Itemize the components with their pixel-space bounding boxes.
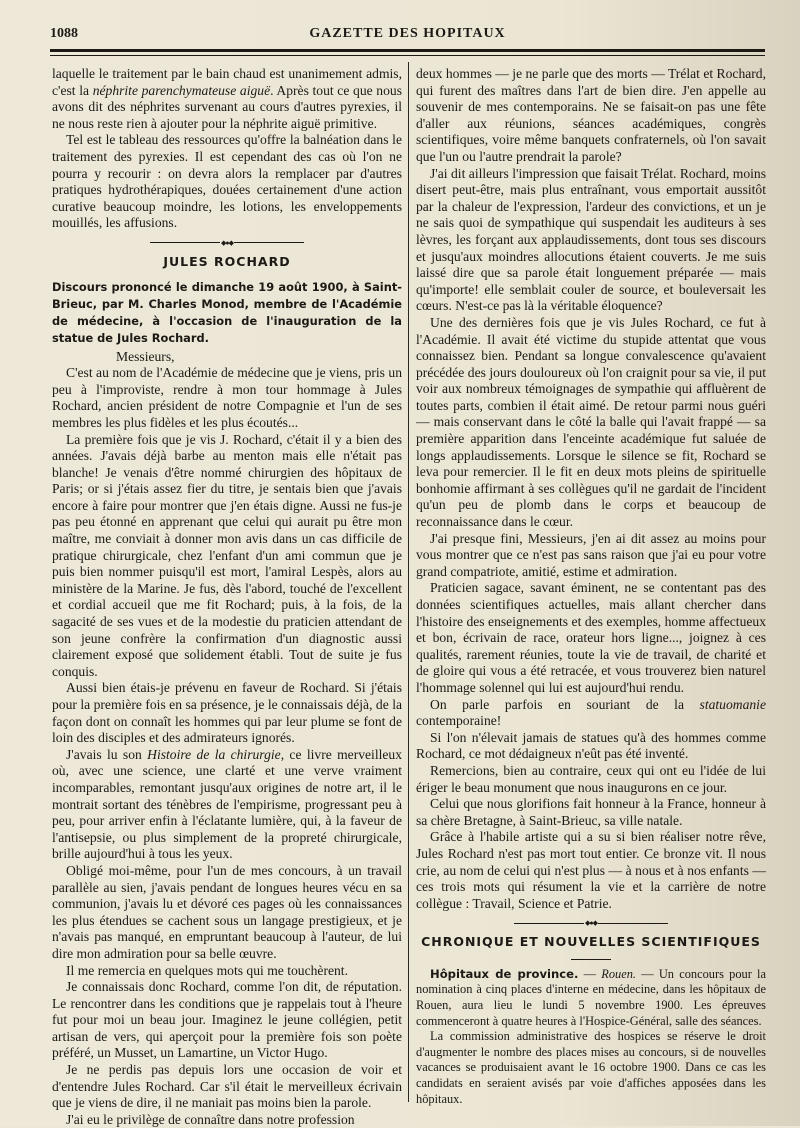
news-item: La commission administrative des hospices se réserve le droit d'augmenter le nombre des places mises au concours, si de nouvelles vacances se produisaient avant le 16 octobre 1900. Dans ce cas les candidats en seraient avisés par voie d'affiches apposées dans les hôpitaux. — [416, 1029, 766, 1106]
paragraph: Obligé moi-même, pour l'un de mes concours, à un travail parallèle au sien, j'avais pendant de longues heures vécu en sa communion, j'avais lu et dévoré ces pages où les connaissances les plus étendues se cachent sous un langage prestigieux, et je n'avais pas manqué, en empruntant beaucoup à l'auteur, de lui dire mon admiration pour sa belle œuvre. — [52, 862, 402, 961]
paragraph: Praticien sagace, savant éminent, ne se contentant pas des données scientifiques actuelles, mais allant chercher dans l'histoire des enseignements et des exemples, homme affectueux et bon, écrivain de race, orateur hors ligne..., joignez à ces qualités, rarement réunies, toute la vie de travail, de charité et de gloire qui vous a été retracée, et vous trouverez bien naturel l'hommage solennel qui lui est aujourd'hui rendu. — [416, 580, 766, 695]
paragraph: Une des dernières fois que je vis Jules Rochard, ce fut à l'Académie. Il avait été victime du stupide attentat que vous connaissez bien. Pendant sa longue convalescence qu'avaient précédée des jours douloureux où l'on craignit pour sa vie, il put voir aux nombreux témoignages de sympathie qui affluèrent de toutes parts, combien il était aimé. De retour parmi nous guéri — mais conservant dans le côté la balle qui l'avait frappé — sa première apparition dans l'enceinte académique fut saluée de longs applaudissements. Lorsque le silence se fit, Rochard se leva pour remercier. Il le fit en deux mots pleins de spirituelle bonhomie affirmant à ses collègues qu'il ne gardait de l'incident qu'un peu de plomb dans le corps et beaucoup de reconnaissance dans le cœur. — [416, 314, 766, 530]
paragraph: Je connaissais donc Rochard, comme l'on dit, de réputation. Le rencontrer dans les conditions que je rappelais tout à l'heure fut pour moi un beau jour. Imaginez le jeune collégien, petit artisan de vers, qui aperçoit pour la première fois son poète préféré, un Musset, un Lamartine, un Victor Hugo. — [52, 979, 402, 1061]
column-divider — [408, 62, 409, 1102]
section-title: JULES ROCHARD — [163, 253, 291, 269]
paragraph: Tel est le tableau des ressources qu'offre la balnéation dans le traitement des pyrexies. Il est cependant des cas où l'on ne pourra y recourir : on devra alors la remplacer par d'autres pratiques hydrothérapiques, douées certainement d'une action curative beaucoup moindre, les lotions, les enveloppements mouillés, les affusions. — [52, 132, 402, 231]
paragraph: C'est au nom de l'Académie de médecine que je viens, pris un peu à l'improviste, rendre à mon tour hommage à Jules Rochard, ancien président de notre Compagnie et l'un de ses membres les plus fidèles et les plus écoutés... — [52, 365, 402, 430]
paragraph: laquelle le traitement par le bain chaud est unanimement admis, c'est la néphrite parenchymateuse aiguë. Après tout ce que nous avons dit des néphrites survenant au cours d'autres pyrexies, il ne nous reste rien à ajouter pour la néphrite aiguë primitive. — [52, 66, 402, 131]
paragraph: J'avais lu son Histoire de la chirurgie, ce livre merveilleux où, avec une science, une clarté et une verve vraiment incomparables, remontant jusqu'aux origines de notre art, il le montrait sortant des ténèbres de l'empirisme, progressant peu à peu, pour arriver enfin à l'éclatante lumière, qui, à la faveur de l'antisepsie, ou plus simplement de la propreté chirurgicale, brille aujourd'hui à tous les yeux. — [52, 746, 403, 862]
right-column — [416, 66, 766, 1107]
news-item: Hôpitaux de province. — Rouen. — Un concours pour la nomination à cinq places d'interne en médecine, dans les hôpitaux de Rouen, aura lieu le lundi 5 novembre 1900. Les épreuves commenceront à quatre heures à l'Hospice-Général, salle des séances. — [416, 966, 767, 1028]
paragraph: On parle parfois en souriant de la statuomanie contemporaine! — [416, 696, 766, 729]
page-header — [50, 26, 765, 46]
paragraph: Il me remercia en quelques mots qui me touchèrent. — [66, 962, 348, 978]
paragraph: J'ai dit ailleurs l'impression que faisait Trélat. Rochard, moins disert peut-être, mais plus entraînant, vous emportait aussitôt par la chaleur de l'expression, l'ardeur des convictions, et un je ne sais quoi de sympathique qui suspendait les auditeurs à ses lèvres, les forçant aux applaudissements, dont tous ses discours et jusqu'aux moindres allocutions étaient couverts. Je me suis laissé dire que sa parole était longuement préparée — mais qu'importe! elle semblait couler de source, et bouleversait les cœurs. N'est-ce pas là la véritable éloquence? — [416, 165, 766, 314]
paragraph: deux hommes — je ne parle que des morts — Trélat et Rochard, qui furent des maîtres dans l'art de bien dire. J'en appelle au souvenir de mes contemporains. Ne se faisait-on pas une fête d'aller aux réunions, séances académiques, congrès scientifiques, voire même banquets confraternels, où l'on savait que l'un ou l'autre prendrait la parole? — [416, 66, 766, 164]
paragraph: Celui que nous glorifions fait honneur à la France, honneur à sa chère Bretagne, à Saint-Brieuc, sa ville natale. — [416, 796, 766, 828]
paragraph: J'ai presque fini, Messieurs, j'en ai dit assez au moins pour vous montrer que ce n'est pas sans raison que j'ai eu pour votre grand compatriote, amitié, estime et admiration. — [416, 530, 766, 579]
speech-intro: Discours prononcé le dimanche 19 août 1900, à Saint-Brieuc, par M. Charles Monod, membre de l'Académie de médecine, à l'occasion de l'inauguration de la statue de Jules Rochard. — [52, 279, 402, 345]
paragraph: Remercions, bien au contraire, ceux qui ont eu l'idée de lui ériger le beau monument que nous inaugurons en ce jour. — [416, 762, 766, 795]
paragraph: Aussi bien étais-je prévenu en faveur de Rochard. Si j'étais pour la première fois en sa présence, je le connaissais déjà, de la façon dont on connaît les hommes qui par leur plume se font de loin des disciples et des admirateurs ignorés. — [52, 680, 402, 746]
header-rule-thin — [50, 55, 765, 56]
page-number: 1088 — [50, 26, 78, 41]
header-rule-thick — [50, 49, 765, 52]
paragraph: La première fois que je vis J. Rochard, c'était il y a bien des années. J'avais déjà barbe au menton mais elle n'était pas blanche! Je venais d'être nommé chirurgien des hôpitaux de Paris; or si j'étais assez fier du titre, je sentais bien que j'avais encore à faire pour montrer que j'en étais digne. Aussi ne fus-je pas peu étonné en apprenant que celui qui aurait pu être mon maître, me conviait à donner mon avis dans un cas difficile de pratique chirurgicale, chez l'enfant d'un ami commun que je puis bien nommer puisqu'il est mort, l'amiral Lespès, alors au ministère de la Marine. Je fus, dès l'abord, touché de l'excellent et cordial accueil que me fit Rochard; puis, à la fois, de la sagacité de ses vues et de la modestie du praticien attendant de son jeune confrère la confirmation d'un diagnostic aussi clairement exposé que solidement établi. Tout de suite je fus conquis. — [52, 431, 402, 679]
salutation: Messieurs, — [116, 348, 175, 364]
paragraph: Je ne perdis pas depuis lors une occasion de voir et d'entendre Jules Rochard. Car s'il était le merveilleux écrivain que je viens de dire, il ne maniait pas moins bien la parole. — [52, 1062, 402, 1111]
paragraph: Grâce à l'habile artiste qui a su si bien réaliser notre rêve, Jules Rochard n'est pas mort tout entier. Ce bronze vit. Il nous crie, au nom de celui qui n'est plus — à nous et à nos enfants — ces trois mots qui résument la vie et la carrière de notre collègue : Travail, Science et Patrie. — [416, 829, 766, 911]
paragraph: Si l'on n'élevait jamais de statues qu'à des hommes comme Rochard, ce mot dédaigneux n'eût pas été inventé. — [416, 729, 766, 762]
newspaper-title: GAZETTE DES HOPITAUX — [309, 26, 506, 41]
section-separator: ◆●◆ — [416, 916, 766, 930]
left-column — [52, 66, 402, 1128]
section-separator: ◆●◆ — [52, 236, 402, 250]
paragraph: J'ai eu le privilège de connaître dans notre profession — [66, 1111, 355, 1127]
section-title: CHRONIQUE ET NOUVELLES SCIENTIFIQUES — [421, 934, 761, 950]
title-underline — [571, 959, 611, 960]
